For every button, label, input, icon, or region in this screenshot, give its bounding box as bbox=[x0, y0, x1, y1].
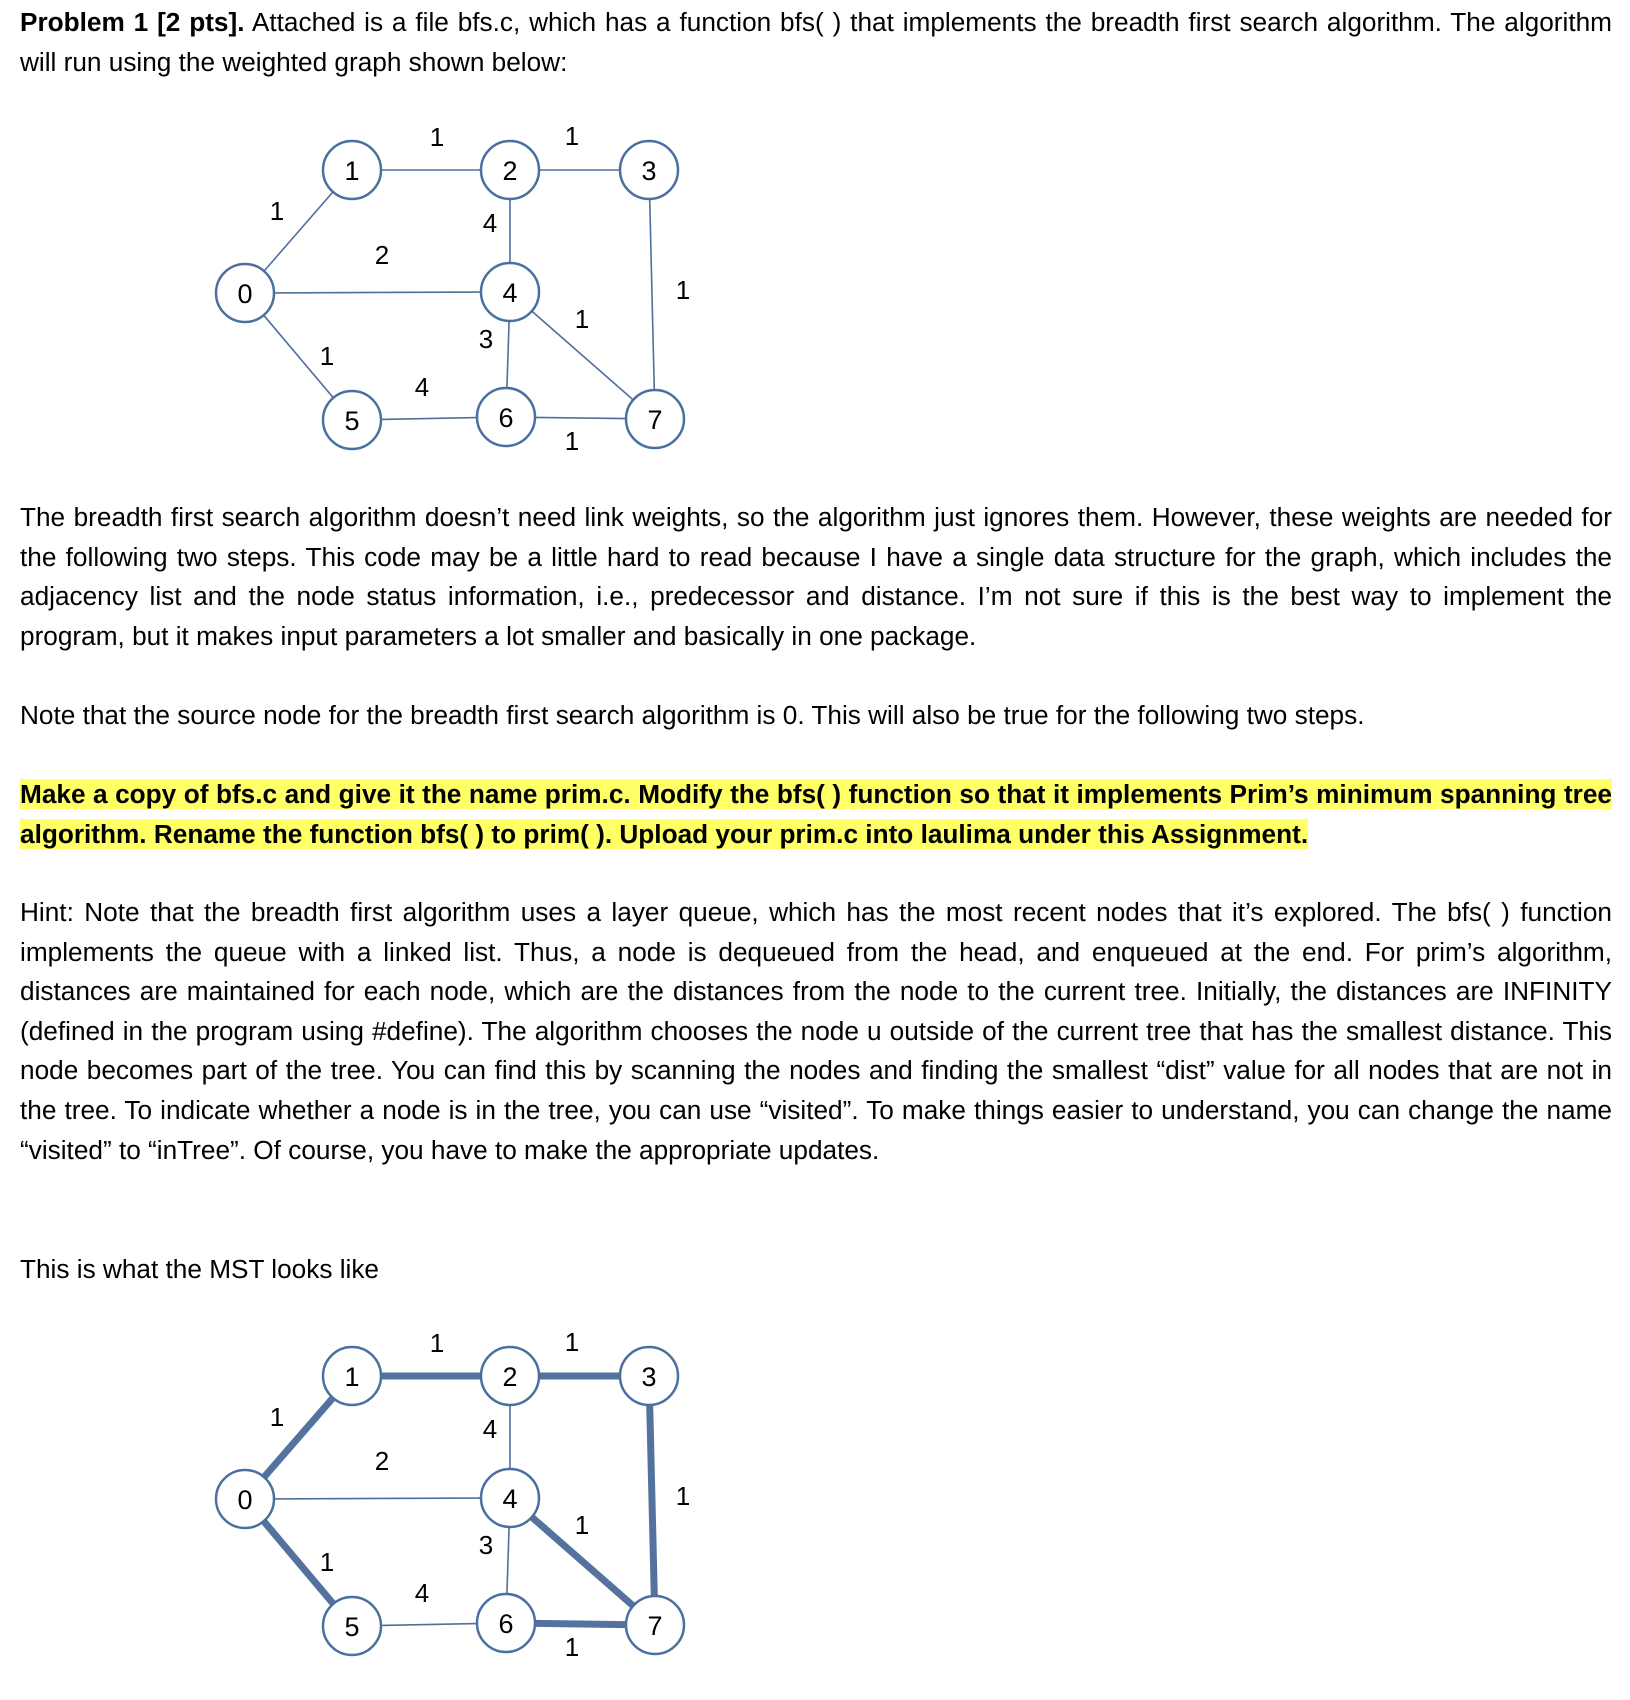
task-highlighted-text: Make a copy of bfs.c and give it the name prim.c. Modify the bfs( ) function so that it implements Prim’s minimum spanning tree algorithm. Rename the function bfs( ) to prim( ). Upload your prim.c into laulima under this Assignment. bbox=[20, 779, 1612, 849]
mst-node-label-6: 6 bbox=[498, 1609, 514, 1639]
graph-weight-4-6: 3 bbox=[478, 324, 494, 354]
mst-weight-0-4: 2 bbox=[374, 1446, 390, 1476]
source-note-paragraph: Note that the source node for the breadth first search algorithm is 0. This will also be true for the following two steps. bbox=[20, 700, 1365, 730]
mst-edge-4-6 bbox=[507, 1527, 509, 1594]
graph-node-label-0: 0 bbox=[237, 279, 253, 309]
mst-node-7 bbox=[626, 1596, 684, 1654]
graph-node-label-5: 5 bbox=[344, 406, 360, 436]
mst-edge-3-7 bbox=[650, 1405, 655, 1596]
hint-paragraph: Hint: Note that the breadth first algorithm uses a layer queue, which has the most recent nodes that it’s explored. The bfs( ) function implements the queue with a linked list. Thus, a node is dequeued from the head, and enqueued at the end. For prim’s algorithm, distances are maintained for each node, which are the distances from the node to the current tree. Initially, the distances are INFINITY (defined in the program using #define). The algorithm chooses the node u outside of the current tree that has the smallest distance. This node becomes part of the tree. You can find this by scanning the nodes and finding the smallest “dist” value for all nodes that are not in the tree. To indicate whether a node is in the tree, you can use “visited”. To make things easier to understand, you can change the name “visited” to “inTree”. Of course, you have to make the appropriate updates. bbox=[20, 897, 1612, 1165]
graph-weight-5-6: 4 bbox=[414, 372, 430, 402]
graph-weight-1-2: 1 bbox=[429, 122, 445, 152]
mst-weight-2-4: 4 bbox=[482, 1414, 498, 1444]
graph-node-label-3: 3 bbox=[641, 156, 657, 186]
graph-svg bbox=[190, 118, 730, 468]
problem-intro bbox=[20, 3, 1612, 82]
problem-intro-text: Attached is a file bfs.c, which has a function bfs( ) that implements the breadth first search algorithm. The algorithm will run using the weighted graph shown below: bbox=[20, 7, 1612, 77]
mst-weight-6-7: 1 bbox=[564, 1632, 580, 1662]
graph-node-label-1: 1 bbox=[344, 156, 360, 186]
mst-edge-0-4 bbox=[274, 1498, 481, 1499]
graph-node-6 bbox=[477, 388, 535, 446]
mst-node-0 bbox=[216, 1470, 274, 1528]
mst-edge-5-6 bbox=[381, 1624, 477, 1626]
graph-weight-0-4: 2 bbox=[374, 240, 390, 270]
mst-node-label-2: 2 bbox=[502, 1362, 518, 1392]
mst-svg bbox=[190, 1324, 730, 1674]
mst-node-5 bbox=[323, 1597, 381, 1655]
mst-node-1 bbox=[323, 1347, 381, 1405]
mst-node-4 bbox=[481, 1469, 539, 1527]
mst-node-label-1: 1 bbox=[344, 1362, 360, 1392]
mst-node-label-7: 7 bbox=[647, 1611, 663, 1641]
weights-note-paragraph: The breadth first search algorithm doesn’t need link weights, so the algorithm just ignores them. However, these weights are needed for the following two steps. This code may be a little hard to read because I have a single data structure for the graph, which includes the adjacency list and the node status information, i.e., predecessor and distance. I’m not sure if this is the best way to implement the program, but it makes input parameters a lot smaller and basically in one package. bbox=[20, 502, 1612, 651]
graph-weight-0-1: 1 bbox=[269, 196, 285, 226]
graph-weight-2-4: 4 bbox=[482, 208, 498, 238]
mst-node-label-5: 5 bbox=[344, 1612, 360, 1642]
task-paragraph bbox=[20, 775, 1612, 854]
mst-node-label-4: 4 bbox=[502, 1484, 518, 1514]
mst-weight-5-6: 4 bbox=[414, 1578, 430, 1608]
mst-weight-1-2: 1 bbox=[429, 1328, 445, 1358]
graph-edge-5-6 bbox=[381, 418, 477, 420]
graph-node-2 bbox=[481, 141, 539, 199]
graph-node-label-2: 2 bbox=[502, 156, 518, 186]
graph-node-label-4: 4 bbox=[502, 278, 518, 308]
graph-edge-0-4 bbox=[274, 292, 481, 293]
mst-weight-4-7: 1 bbox=[574, 1510, 590, 1540]
graph-node-4 bbox=[481, 263, 539, 321]
graph-node-label-6: 6 bbox=[498, 403, 514, 433]
graph-node-1 bbox=[323, 141, 381, 199]
graph-node-7 bbox=[626, 390, 684, 448]
mst-node-6 bbox=[477, 1594, 535, 1652]
mst-node-3 bbox=[620, 1347, 678, 1405]
weighted-graph-diagram bbox=[190, 118, 730, 468]
mst-graph-diagram bbox=[190, 1324, 730, 1674]
graph-weight-2-3: 1 bbox=[564, 121, 580, 151]
graph-node-label-7: 7 bbox=[647, 405, 663, 435]
mst-edge-6-7 bbox=[535, 1623, 626, 1624]
graph-edge-3-7 bbox=[650, 199, 655, 390]
graph-node-3 bbox=[620, 141, 678, 199]
problem-heading: Problem 1 [2 pts]. bbox=[20, 7, 245, 37]
mst-weight-2-3: 1 bbox=[564, 1327, 580, 1357]
graph-node-0 bbox=[216, 264, 274, 322]
mst-node-2 bbox=[481, 1347, 539, 1405]
graph-weight-3-7: 1 bbox=[675, 275, 691, 305]
mst-weight-0-5: 1 bbox=[319, 1547, 335, 1577]
graph-edge-4-6 bbox=[507, 321, 509, 388]
mst-caption: This is what the MST looks like bbox=[20, 1254, 379, 1284]
mst-weight-3-7: 1 bbox=[675, 1481, 691, 1511]
graph-weight-4-7: 1 bbox=[574, 304, 590, 334]
mst-node-label-3: 3 bbox=[641, 1362, 657, 1392]
graph-node-5 bbox=[323, 391, 381, 449]
mst-weight-0-1: 1 bbox=[269, 1402, 285, 1432]
graph-weight-0-5: 1 bbox=[319, 341, 335, 371]
mst-node-label-0: 0 bbox=[237, 1485, 253, 1515]
graph-edge-6-7 bbox=[535, 417, 626, 418]
mst-weight-4-6: 3 bbox=[478, 1530, 494, 1560]
graph-weight-6-7: 1 bbox=[564, 426, 580, 456]
